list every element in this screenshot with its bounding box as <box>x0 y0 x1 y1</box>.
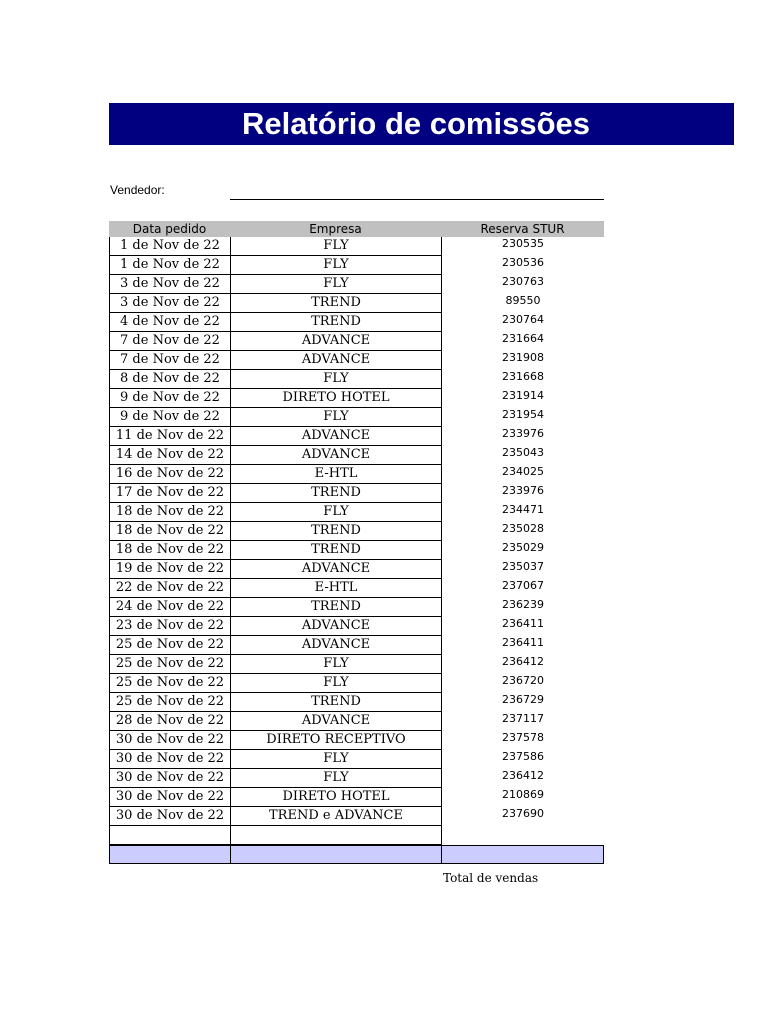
table-row <box>109 617 604 636</box>
total-sales-label: Total de vendas <box>443 871 539 885</box>
row-booking-number: 230764 <box>502 313 544 326</box>
row-company: ADVANCE <box>230 636 442 655</box>
column-header-company: Empresa <box>230 221 441 237</box>
row-date: 18 de Nov de 22 <box>109 503 230 522</box>
row-company: TREND e ADVANCE <box>230 807 442 826</box>
row-date: 14 de Nov de 22 <box>109 446 230 465</box>
row-booking-number: 231908 <box>502 351 544 364</box>
table-row <box>109 313 604 332</box>
table-row <box>109 826 604 845</box>
row-booking-number: 233976 <box>502 484 544 497</box>
row-company: TREND <box>230 294 442 313</box>
row-booking-number: 237578 <box>502 731 544 744</box>
table-row <box>109 731 604 750</box>
table-row <box>109 655 604 674</box>
row-date: 30 de Nov de 22 <box>109 731 230 750</box>
table-row <box>109 370 604 389</box>
row-date: 30 de Nov de 22 <box>109 750 230 769</box>
row-booking-number: 231914 <box>502 389 544 402</box>
row-date: 25 de Nov de 22 <box>109 655 230 674</box>
row-date: 7 de Nov de 22 <box>109 351 230 370</box>
row-booking-number: 235029 <box>502 541 544 554</box>
row-company: FLY <box>230 256 442 275</box>
row-booking-number: 237690 <box>502 807 544 820</box>
row-company: TREND <box>230 484 442 503</box>
row-booking-number: 234471 <box>502 503 544 516</box>
row-date: 18 de Nov de 22 <box>109 522 230 541</box>
column-header-booking: Reserva STUR <box>441 221 604 237</box>
row-company: DIRETO HOTEL <box>230 389 442 408</box>
table-row <box>109 712 604 731</box>
row-date: 30 de Nov de 22 <box>109 788 230 807</box>
row-date: 24 de Nov de 22 <box>109 598 230 617</box>
row-date: 11 de Nov de 22 <box>109 427 230 446</box>
row-date: 9 de Nov de 22 <box>109 408 230 427</box>
table-row <box>109 389 604 408</box>
table-row <box>109 275 604 294</box>
total-row <box>109 845 604 864</box>
row-booking-number: 235037 <box>502 560 544 573</box>
row-date: 1 de Nov de 22 <box>109 237 230 256</box>
row-date: 9 de Nov de 22 <box>109 389 230 408</box>
row-date <box>109 826 230 845</box>
table-row <box>109 522 604 541</box>
row-date: 3 de Nov de 22 <box>109 294 230 313</box>
table-row <box>109 769 604 788</box>
row-booking-number: 237586 <box>502 750 544 763</box>
row-company: ADVANCE <box>230 351 442 370</box>
row-booking-number: 236411 <box>502 617 544 630</box>
row-date: 25 de Nov de 22 <box>109 636 230 655</box>
row-booking-number: 236411 <box>502 636 544 649</box>
table-row <box>109 351 604 370</box>
table-row <box>109 674 604 693</box>
report-title: Relatório de comissões <box>242 106 591 141</box>
row-booking-number: 230536 <box>502 256 544 269</box>
row-date: 3 de Nov de 22 <box>109 275 230 294</box>
row-company: ADVANCE <box>230 712 442 731</box>
row-booking-number: 236412 <box>502 655 544 668</box>
row-booking-number: 236412 <box>502 769 544 782</box>
table-row <box>109 408 604 427</box>
row-company: TREND <box>230 522 442 541</box>
row-booking-number: 230763 <box>502 275 544 288</box>
row-booking-number: 235043 <box>502 446 544 459</box>
table-row <box>109 484 604 503</box>
table-row <box>109 579 604 598</box>
row-booking-number: 236720 <box>502 674 544 687</box>
row-date: 22 de Nov de 22 <box>109 579 230 598</box>
table-row <box>109 693 604 712</box>
row-company: ADVANCE <box>230 446 442 465</box>
table-row <box>109 256 604 275</box>
row-company: FLY <box>230 275 442 294</box>
row-booking-number <box>442 826 604 845</box>
table-row <box>109 503 604 522</box>
table-row <box>109 332 604 351</box>
column-header-date: Data pedido <box>109 221 230 237</box>
row-company: FLY <box>230 769 442 788</box>
table-row <box>109 788 604 807</box>
row-company: FLY <box>230 408 442 427</box>
row-date: 17 de Nov de 22 <box>109 484 230 503</box>
row-date: 28 de Nov de 22 <box>109 712 230 731</box>
row-booking-number: 234025 <box>502 465 544 478</box>
total-booking-cell <box>442 845 604 864</box>
table-row <box>109 427 604 446</box>
table-row <box>109 560 604 579</box>
row-booking-number: 235028 <box>502 522 544 535</box>
row-company: FLY <box>230 503 442 522</box>
row-booking-number: 210869 <box>502 788 544 801</box>
row-company: FLY <box>230 674 442 693</box>
row-date: 19 de Nov de 22 <box>109 560 230 579</box>
row-company: TREND <box>230 313 442 332</box>
table-row <box>109 237 604 256</box>
row-company: TREND <box>230 541 442 560</box>
table-row <box>109 636 604 655</box>
row-company <box>230 826 442 845</box>
table-row <box>109 294 604 313</box>
row-booking-number: 231664 <box>502 332 544 345</box>
row-booking-number: 231668 <box>502 370 544 383</box>
row-company: E-HTL <box>230 465 442 484</box>
row-date: 23 de Nov de 22 <box>109 617 230 636</box>
row-booking-number: 231954 <box>502 408 544 421</box>
table-row <box>109 807 604 826</box>
vendor-signature-line <box>230 199 604 200</box>
row-booking-number: 89550 <box>505 294 541 307</box>
total-company-cell <box>230 845 442 864</box>
row-date: 7 de Nov de 22 <box>109 332 230 351</box>
row-date: 18 de Nov de 22 <box>109 541 230 560</box>
vendor-label: Vendedor: <box>110 183 165 197</box>
row-date: 16 de Nov de 22 <box>109 465 230 484</box>
report-title-bar <box>109 103 734 145</box>
row-date: 25 de Nov de 22 <box>109 693 230 712</box>
row-date: 1 de Nov de 22 <box>109 256 230 275</box>
row-company: ADVANCE <box>230 617 442 636</box>
row-date: 4 de Nov de 22 <box>109 313 230 332</box>
row-booking-number: 236239 <box>502 598 544 611</box>
table-row <box>109 541 604 560</box>
row-company: ADVANCE <box>230 427 442 446</box>
row-company: FLY <box>230 655 442 674</box>
row-company: TREND <box>230 598 442 617</box>
row-booking-number: 237117 <box>502 712 544 725</box>
row-company: DIRETO RECEPTIVO <box>230 731 442 750</box>
row-date: 30 de Nov de 22 <box>109 769 230 788</box>
row-booking-number: 237067 <box>502 579 544 592</box>
table-row <box>109 446 604 465</box>
row-company: FLY <box>230 370 442 389</box>
row-date: 8 de Nov de 22 <box>109 370 230 389</box>
row-company: FLY <box>230 750 442 769</box>
row-date: 25 de Nov de 22 <box>109 674 230 693</box>
row-booking-number: 233976 <box>502 427 544 440</box>
table-row <box>109 750 604 769</box>
row-company: DIRETO HOTEL <box>230 788 442 807</box>
table-row <box>109 598 604 617</box>
row-booking-number: 236729 <box>502 693 544 706</box>
total-date-cell <box>109 845 230 864</box>
table-row <box>109 465 604 484</box>
row-date: 30 de Nov de 22 <box>109 807 230 826</box>
row-company: TREND <box>230 693 442 712</box>
row-booking-number: 230535 <box>502 237 544 250</box>
row-company: ADVANCE <box>230 332 442 351</box>
row-company: FLY <box>230 237 442 256</box>
row-company: E-HTL <box>230 579 442 598</box>
row-company: ADVANCE <box>230 560 442 579</box>
